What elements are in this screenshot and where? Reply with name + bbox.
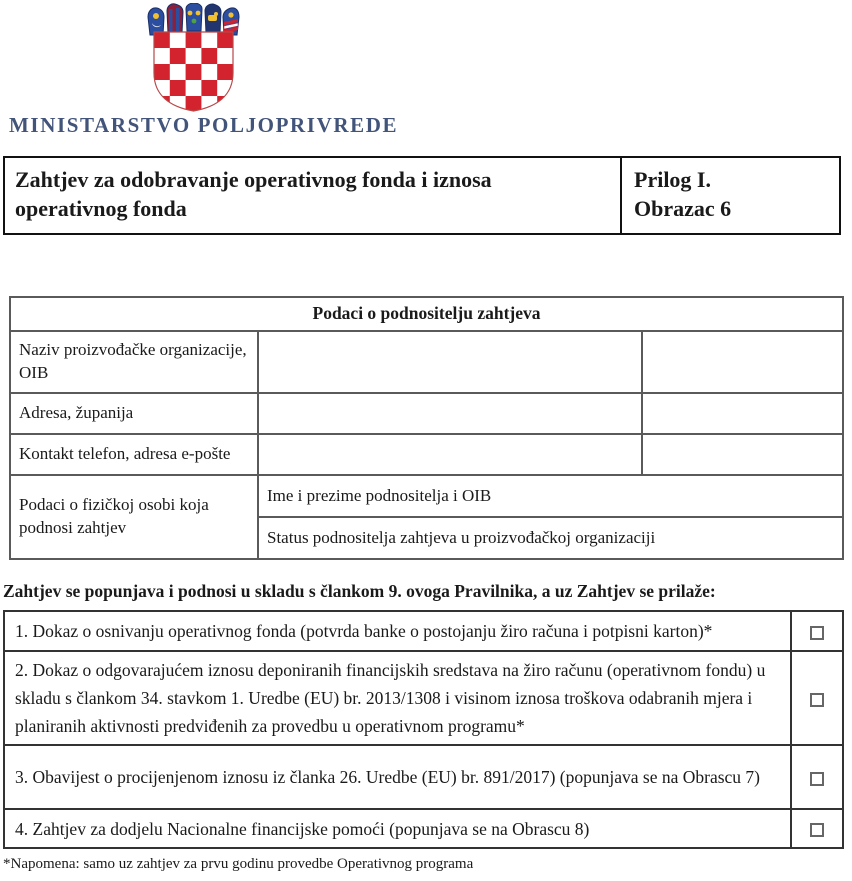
checklist-row — [4, 651, 843, 745]
table-row — [10, 434, 843, 475]
annex-label — [622, 158, 839, 233]
checkbox-cell-1[interactable] — [791, 611, 843, 651]
sub-row-ime-prezime[interactable]: Ime i prezime podnositelja i OIB — [258, 475, 843, 517]
checklist-row — [4, 809, 843, 848]
table-row — [10, 331, 843, 393]
input-cell-naziv[interactable] — [258, 331, 642, 393]
applicant-table-header: Podaci o podnositelju zahtjeva — [10, 297, 843, 331]
checkbox-cell-4[interactable] — [791, 809, 843, 848]
checkbox-icon[interactable] — [810, 772, 824, 786]
sub-row-status[interactable]: Status podnositelja zahtjeva u proizvođačkoj organizaciji — [258, 517, 843, 559]
title-table — [3, 156, 841, 235]
row-label-fizicka-osoba: Podaci o fizičkoj osobi koja podnosi zahtjev — [10, 475, 258, 559]
table-row — [10, 475, 843, 517]
instruction-text: Zahtjev se popunjava i podnosi u skladu s člankom 9. ovoga Pravilnika, a uz Zahtjev se prilaže: — [3, 581, 716, 601]
row-label-kontakt: Kontakt telefon, adresa e-pošte — [10, 434, 258, 475]
checklist-table — [3, 610, 844, 849]
checkbox-icon[interactable] — [810, 693, 824, 707]
input-cell-adresa[interactable] — [258, 393, 642, 434]
checkbox-icon[interactable] — [810, 626, 824, 640]
row-label-naziv: Naziv proizvođačke organizacije, OIB — [10, 331, 258, 393]
annex-line1: Prilog I. — [634, 167, 711, 192]
checkbox-cell-3[interactable] — [791, 745, 843, 809]
annex-line2: Obrazac 6 — [634, 196, 732, 222]
footnote-text: *Napomena: samo uz zahtjev za prvu godinu provedbe Operativnog programa — [3, 856, 474, 872]
applicant-table — [9, 296, 844, 560]
checklist-item-2: 2. Dokaz o odgovarajućem iznosu deponiranih financijskih sredstava na žiro računu (operativnom fondu) u skladu s člankom 34. stavkom 1. Uredbe (EU) br. 2013/1308 i visinom iznosa troškova odabranih mjera i planiranih aktivnosti predviđenih za provedbu u operativnom programu* — [4, 651, 791, 745]
checklist-row — [4, 745, 843, 809]
croatian-coat-of-arms-icon — [146, 3, 241, 112]
checkbox-cell-2[interactable] — [791, 651, 843, 745]
checklist-row — [4, 611, 843, 651]
input-cell-kontakt-2[interactable] — [642, 434, 843, 475]
checklist-item-4: 4. Zahtjev za dodjelu Nacionalne financijske pomoći (popunjava se na Obrascu 8) — [4, 809, 791, 848]
input-cell-naziv-2[interactable] — [642, 331, 843, 393]
checklist-item-1: 1. Dokaz o osnivanju operativnog fonda (potvrda banke o postojanju žiro računa i potpisni karton)* — [4, 611, 791, 651]
ministry-name: MINISTARSTVO POLJOPRIVREDE — [9, 113, 399, 137]
form-title: Zahtjev za odobravanje operativnog fonda i iznosa operativnog fonda — [5, 158, 622, 233]
input-cell-kontakt[interactable] — [258, 434, 642, 475]
input-cell-adresa-2[interactable] — [642, 393, 843, 434]
checklist-item-3: 3. Obavijest o procijenjenom iznosu iz članka 26. Uredbe (EU) br. 891/2017) (popunjava se na Obrascu 7) — [4, 745, 791, 809]
checkbox-icon[interactable] — [810, 823, 824, 837]
table-row — [10, 393, 843, 434]
row-label-adresa: Adresa, županija — [10, 393, 258, 434]
